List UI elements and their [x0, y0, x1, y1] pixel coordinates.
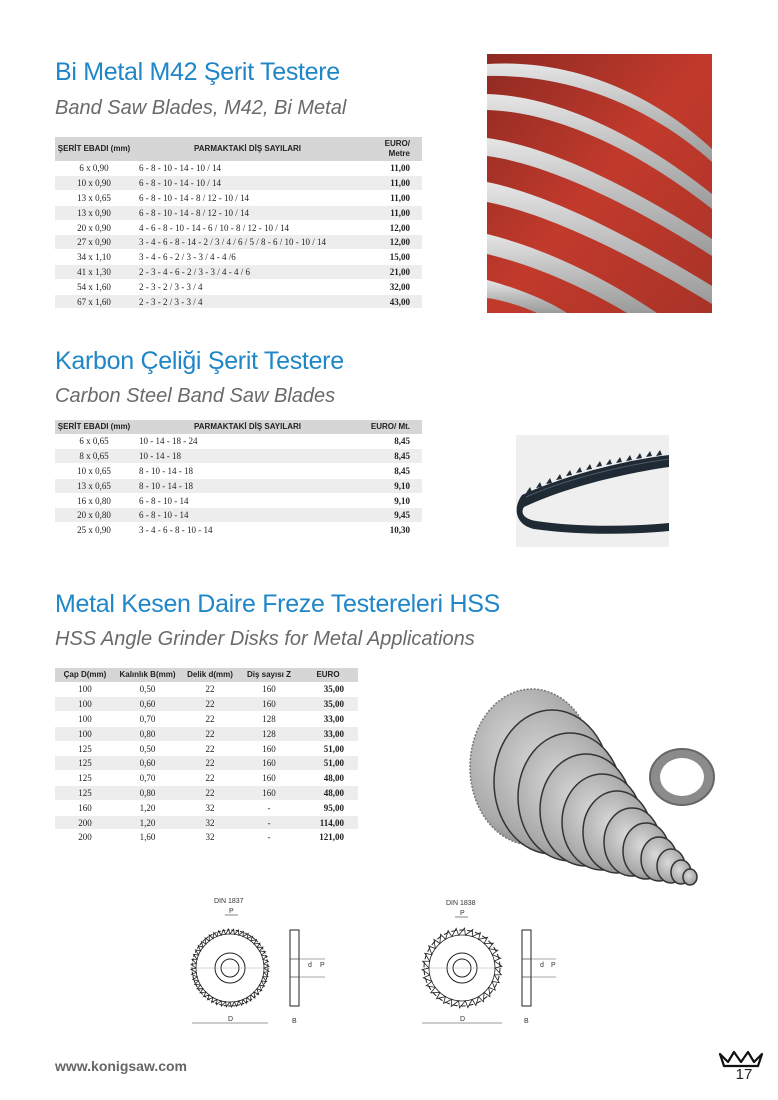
cell-price: 51,00: [298, 741, 358, 756]
cell-teeth: 160: [240, 771, 298, 786]
cell-size: 25 x 0,90: [55, 523, 133, 538]
section-subtitle-hss: HSS Angle Grinder Disks for Metal Applications: [55, 628, 475, 650]
carbon-blade-photo: [516, 435, 669, 547]
cell-price: 114,00: [298, 815, 358, 830]
cell-thickness: 0,60: [115, 756, 180, 771]
svg-text:B: B: [524, 1018, 529, 1025]
svg-text:P: P: [551, 962, 556, 969]
svg-text:d: d: [540, 962, 544, 969]
cell-size: 20 x 0,90: [55, 220, 133, 235]
cell-hole: 22: [180, 682, 240, 697]
table-row: [55, 434, 422, 449]
table-row: [55, 741, 358, 756]
cell-thickness: 0,50: [115, 682, 180, 697]
cell-thickness: 0,70: [115, 712, 180, 727]
table-row: [55, 478, 422, 493]
cell-price: 8,45: [362, 464, 422, 479]
cell-size: 10 x 0,65: [55, 464, 133, 479]
table-row: [55, 800, 358, 815]
cell-teeth: -: [240, 800, 298, 815]
cell-price: 9,45: [362, 508, 422, 523]
col-header-price: EURO: [298, 668, 358, 682]
cell-size: 34 x 1,10: [55, 250, 133, 265]
table-row: [55, 523, 422, 538]
cell-teeth: 6 - 8 - 10 - 14: [133, 508, 362, 523]
cell-price: 33,00: [298, 712, 358, 727]
section-title-bimetal: Bi Metal M42 Şerit Testere: [55, 58, 340, 86]
cell-hole: 32: [180, 815, 240, 830]
table-row: [55, 279, 422, 294]
svg-text:P: P: [460, 910, 465, 917]
bimetal-price-table: [55, 137, 422, 309]
cell-diameter: 100: [55, 712, 115, 727]
cell-teeth: 6 - 8 - 10 - 14 - 10 / 14: [133, 161, 362, 176]
cell-size: 13 x 0,90: [55, 205, 133, 220]
hss-price-table: [55, 668, 358, 845]
cell-thickness: 0,80: [115, 786, 180, 801]
cell-thickness: 0,60: [115, 697, 180, 712]
hss-disks-photo: [462, 682, 717, 887]
table-header-row: [55, 668, 358, 682]
svg-text:D: D: [228, 1016, 234, 1023]
cell-price: 15,00: [362, 250, 422, 265]
table-row: [55, 220, 422, 235]
cell-hole: 32: [180, 800, 240, 815]
col-header-size: ŞERİT EBADI (mm): [55, 137, 133, 161]
cell-diameter: 125: [55, 756, 115, 771]
cell-thickness: 1,60: [115, 830, 180, 845]
cell-price: 12,00: [362, 220, 422, 235]
cell-size: 10 x 0,90: [55, 176, 133, 191]
cell-hole: 22: [180, 756, 240, 771]
col-header-price: EURO/ Metre: [362, 137, 422, 161]
table-row: [55, 815, 358, 830]
svg-text:d: d: [308, 962, 312, 969]
cell-diameter: 200: [55, 815, 115, 830]
table-row: [55, 449, 422, 464]
cell-teeth: 8 - 10 - 14 - 18: [133, 478, 362, 493]
table-row: [55, 508, 422, 523]
cell-price: 33,00: [298, 726, 358, 741]
cell-teeth: 6 - 8 - 10 - 14 - 8 / 12 - 10 / 14: [133, 191, 362, 206]
col-header-teeth: PARMAKTAKİ DİŞ SAYILARI: [133, 420, 362, 434]
cell-price: 32,00: [362, 279, 422, 294]
col-header-teeth: Diş sayısı Z: [240, 668, 298, 682]
cell-teeth: 160: [240, 741, 298, 756]
cell-price: 121,00: [298, 830, 358, 845]
cell-diameter: 100: [55, 726, 115, 741]
cell-price: 35,00: [298, 682, 358, 697]
cell-teeth: 160: [240, 786, 298, 801]
cell-teeth: 3 - 4 - 6 - 8 - 14 - 2 / 3 / 4 / 6 / 5 / 8 - 6 / 10 - 10 / 14: [133, 235, 362, 250]
cell-size: 16 x 0,80: [55, 493, 133, 508]
cell-price: 9,10: [362, 493, 422, 508]
cell-diameter: 160: [55, 800, 115, 815]
cell-thickness: 1,20: [115, 800, 180, 815]
table-row: [55, 712, 358, 727]
svg-text:P: P: [229, 908, 234, 915]
cell-teeth: 6 - 8 - 10 - 14: [133, 493, 362, 508]
table-row: [55, 191, 422, 206]
cell-teeth: 8 - 10 - 14 - 18: [133, 464, 362, 479]
table-row: [55, 771, 358, 786]
svg-text:B: B: [292, 1018, 297, 1025]
cell-price: 35,00: [298, 697, 358, 712]
cell-hole: 22: [180, 712, 240, 727]
din-1838-diagram: [410, 893, 560, 1028]
table-row: [55, 756, 358, 771]
cell-teeth: 6 - 8 - 10 - 14 - 8 / 12 - 10 / 14: [133, 205, 362, 220]
cell-teeth: 2 - 3 - 2 / 3 - 3 / 4: [133, 279, 362, 294]
cell-teeth: 128: [240, 726, 298, 741]
col-header-size: ŞERİT EBADI (mm): [55, 420, 133, 434]
cell-teeth: 3 - 4 - 6 - 2 / 3 - 3 / 4 - 4 /6: [133, 250, 362, 265]
table-row: [55, 786, 358, 801]
cell-size: 27 x 0,90: [55, 235, 133, 250]
table-row: [55, 493, 422, 508]
cell-thickness: 1,20: [115, 815, 180, 830]
page-number: 17: [735, 1066, 753, 1083]
cell-price: 11,00: [362, 191, 422, 206]
din-1837-diagram: [180, 893, 330, 1028]
cell-teeth: 160: [240, 756, 298, 771]
table-row: [55, 176, 422, 191]
cell-hole: 32: [180, 830, 240, 845]
cell-diameter: 125: [55, 771, 115, 786]
cell-teeth: 3 - 4 - 6 - 8 - 10 - 14: [133, 523, 362, 538]
table-header-row: [55, 420, 422, 434]
col-header-diameter: Çap D(mm): [55, 668, 115, 682]
svg-text:P: P: [320, 962, 325, 969]
cell-diameter: 125: [55, 741, 115, 756]
section-title-carbon: Karbon Çeliği Şerit Testere: [55, 347, 344, 375]
table-row: [55, 682, 358, 697]
cell-thickness: 0,70: [115, 771, 180, 786]
table-row: [55, 161, 422, 176]
cell-price: 11,00: [362, 176, 422, 191]
cell-teeth: -: [240, 815, 298, 830]
cell-size: 6 x 0,65: [55, 434, 133, 449]
cell-price: 95,00: [298, 800, 358, 815]
cell-diameter: 125: [55, 786, 115, 801]
col-header-hole: Delik d(mm): [180, 668, 240, 682]
cell-price: 9,10: [362, 478, 422, 493]
cell-teeth: -: [240, 830, 298, 845]
cell-hole: 22: [180, 786, 240, 801]
cell-diameter: 200: [55, 830, 115, 845]
cell-size: 67 x 1,60: [55, 294, 133, 309]
table-row: [55, 294, 422, 309]
cell-teeth: 10 - 14 - 18: [133, 449, 362, 464]
cell-price: 10,30: [362, 523, 422, 538]
cell-thickness: 0,80: [115, 726, 180, 741]
cell-teeth: 2 - 3 - 4 - 6 - 2 / 3 - 3 / 4 - 4 / 6: [133, 265, 362, 280]
cell-size: 20 x 0,80: [55, 508, 133, 523]
cell-price: 48,00: [298, 771, 358, 786]
table-row: [55, 265, 422, 280]
din-1838-label: DIN 1838: [446, 900, 476, 907]
cell-size: 6 x 0,90: [55, 161, 133, 176]
cell-price: 8,45: [362, 449, 422, 464]
cell-size: 13 x 0,65: [55, 191, 133, 206]
bimetal-blades-photo: [487, 54, 712, 313]
table-row: [55, 250, 422, 265]
cell-teeth: 2 - 3 - 2 / 3 - 3 / 4: [133, 294, 362, 309]
cell-hole: 22: [180, 697, 240, 712]
cell-teeth: 160: [240, 682, 298, 697]
cell-diameter: 100: [55, 697, 115, 712]
table-row: [55, 726, 358, 741]
cell-diameter: 100: [55, 682, 115, 697]
cell-teeth: 160: [240, 697, 298, 712]
cell-price: 8,45: [362, 434, 422, 449]
table-header-row: [55, 137, 422, 161]
table-row: [55, 830, 358, 845]
table-row: [55, 697, 358, 712]
cell-price: 43,00: [362, 294, 422, 309]
cell-thickness: 0,50: [115, 741, 180, 756]
table-row: [55, 235, 422, 250]
cell-size: 54 x 1,60: [55, 279, 133, 294]
cell-size: 8 x 0,65: [55, 449, 133, 464]
cell-teeth: 4 - 6 - 8 - 10 - 14 - 6 / 10 - 8 / 12 - 10 / 14: [133, 220, 362, 235]
cell-price: 48,00: [298, 786, 358, 801]
cell-price: 51,00: [298, 756, 358, 771]
carbon-price-table: [55, 420, 422, 538]
section-subtitle-carbon: Carbon Steel Band Saw Blades: [55, 385, 336, 407]
section-title-hss: Metal Kesen Daire Freze Testereleri HSS: [55, 590, 500, 618]
col-header-price: EURO/ Mt.: [362, 420, 422, 434]
cell-hole: 22: [180, 726, 240, 741]
cell-teeth: 10 - 14 - 18 - 24: [133, 434, 362, 449]
table-row: [55, 205, 422, 220]
cell-hole: 22: [180, 771, 240, 786]
cell-price: 12,00: [362, 235, 422, 250]
din-1837-label: DIN 1837: [214, 898, 244, 905]
cell-teeth: 128: [240, 712, 298, 727]
col-header-teeth: PARMAKTAKİ DİŞ SAYILARI: [133, 137, 362, 161]
svg-text:D: D: [460, 1016, 466, 1023]
col-header-thickness: Kalınlık B(mm): [115, 668, 180, 682]
cell-teeth: 6 - 8 - 10 - 14 - 10 / 14: [133, 176, 362, 191]
cell-price: 11,00: [362, 161, 422, 176]
cell-price: 11,00: [362, 205, 422, 220]
cell-size: 41 x 1,30: [55, 265, 133, 280]
footer-website-link[interactable]: www.konigsaw.com: [55, 1058, 187, 1074]
section-subtitle-bimetal: Band Saw Blades, M42, Bi Metal: [55, 97, 347, 119]
cell-hole: 22: [180, 741, 240, 756]
cell-size: 13 x 0,65: [55, 478, 133, 493]
cell-price: 21,00: [362, 265, 422, 280]
table-row: [55, 464, 422, 479]
